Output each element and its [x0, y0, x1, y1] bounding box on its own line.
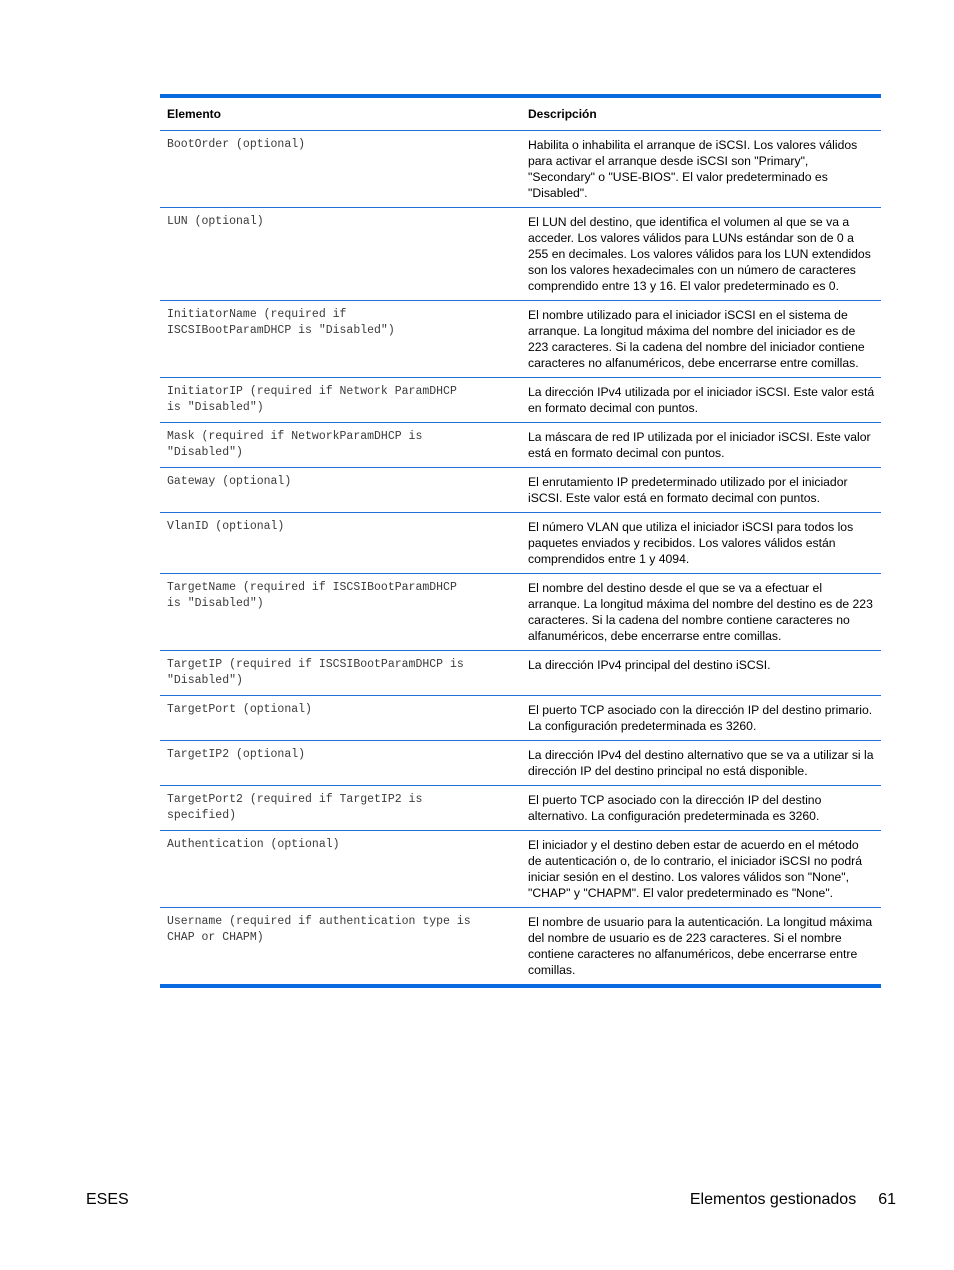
element-cell: Authentication (optional): [167, 838, 340, 851]
table-row: [160, 378, 881, 423]
table-row: [160, 831, 881, 908]
element-cell: InitiatorName (required if ISCSIBootParamDHCP is "Disabled"): [167, 308, 395, 337]
element-cell: TargetIP (required if ISCSIBootParamDHCP is "Disabled"): [167, 658, 464, 687]
description-cell: El nombre de usuario para la autenticación. La longitud máxima del nombre de usuario es de 223 caracteres. Si el nombre contiene caracteres no alfanuméricos, debe encerrarse entre comillas.: [528, 915, 873, 977]
element-cell: BootOrder (optional): [167, 138, 306, 151]
column-header-element: Elemento: [167, 107, 222, 121]
table-row: [160, 696, 881, 741]
element-cell: TargetName (required if ISCSIBootParamDHCP is "Disabled"): [167, 581, 457, 610]
description-cell: El puerto TCP asociado con la dirección IP del destino primario. La configuración predeterminada es 3260.: [528, 703, 873, 733]
description-cell: El puerto TCP asociado con la dirección IP del destino alternativo. La configuración predeterminada es 3260.: [528, 793, 822, 823]
element-cell: TargetIP2 (optional): [167, 748, 306, 761]
table-row: [160, 131, 881, 208]
description-cell: La dirección IPv4 del destino alternativo que se va a utilizar si la dirección IP del destino principal no está disponible.: [528, 748, 874, 778]
table-header-row: [160, 98, 881, 131]
description-cell: La dirección IPv4 principal del destino iSCSI.: [528, 658, 771, 672]
table-row: [160, 301, 881, 378]
table-row: [160, 208, 881, 301]
table-row: [160, 908, 881, 984]
footer-section-title: Elementos gestionados: [689, 1191, 857, 1208]
element-cell: Gateway (optional): [167, 475, 292, 488]
description-cell: El nombre utilizado para el iniciador iSCSI en el sistema de arranque. La longitud máxima del nombre del iniciador es de 223 caracteres. Si la cadena del nombre del iniciador contiene caracteres no alfanuméricos, debe encerrarse entre comillas.: [528, 308, 865, 370]
footer-section: [690, 1191, 896, 1209]
description-cell: El iniciador y el destino deben estar de acuerdo en el método de autenticación o, de lo contrario, el iniciador iSCSI no podrá iniciar sesión en el destino. Los valores válidos son "None", "CHAP" y "CHAPM". El valor predeterminado es "None".: [528, 838, 863, 900]
table-row: [160, 468, 881, 513]
element-cell: VlanID (optional): [167, 520, 285, 533]
element-cell: TargetPort2 (required if TargetIP2 is specified): [167, 793, 423, 822]
description-cell: La máscara de red IP utilizada por el iniciador iSCSI. Este valor está en formato decimal con puntos.: [528, 430, 871, 460]
description-cell: El enrutamiento IP predeterminado utilizado por el iniciador iSCSI. Este valor está en formato decimal con puntos.: [528, 475, 848, 505]
table-row: [160, 786, 881, 831]
description-cell: El número VLAN que utiliza el iniciador iSCSI para todos los paquetes enviados y recibidos. Los valores válidos están comprendidos entre 1 y 4094.: [528, 520, 854, 566]
table-row: [160, 574, 881, 651]
footer-locale-code: ESES: [86, 1191, 129, 1208]
element-cell: InitiatorIP (required if Network ParamDHCP is "Disabled"): [167, 385, 457, 414]
column-header-description: Descripción: [528, 107, 597, 121]
page-number: 61: [878, 1191, 896, 1208]
description-cell: El LUN del destino, que identifica el volumen al que se va a acceder. Los valores válidos para LUNs estándar son de 0 a 255 en decimales. Los valores válidos para los LUN extendidos son los valores hexadecimales con un número de caracteres comprendido entre 13 y 16. El valor predeterminado es 0.: [528, 215, 871, 293]
table-row: [160, 423, 881, 468]
element-cell: LUN (optional): [167, 215, 264, 228]
element-cell: Mask (required if NetworkParamDHCP is "Disabled"): [167, 430, 423, 459]
element-cell: Username (required if authentication type is CHAP or CHAPM): [167, 915, 471, 944]
description-cell: La dirección IPv4 utilizada por el iniciador iSCSI. Este valor está en formato decimal con puntos.: [528, 385, 875, 415]
description-cell: Habilita o inhabilita el arranque de iSCSI. Los valores válidos para activar el arranque desde iSCSI son "Primary", "Secondary" o "USE-BIOS". El valor predeterminado es "Disabled".: [528, 138, 858, 200]
description-cell: El nombre del destino desde el que se va a efectuar el arranque. La longitud máxima del nombre del destino es de 223 caracteres. Si la cadena del nombre contiene caracteres no alfanuméricos, debe encerrarse entre comillas.: [528, 581, 873, 643]
table-row: [160, 741, 881, 786]
table-row: [160, 513, 881, 574]
table-row: [160, 651, 881, 696]
parameters-table: [160, 94, 881, 988]
element-cell: TargetPort (optional): [167, 703, 312, 716]
